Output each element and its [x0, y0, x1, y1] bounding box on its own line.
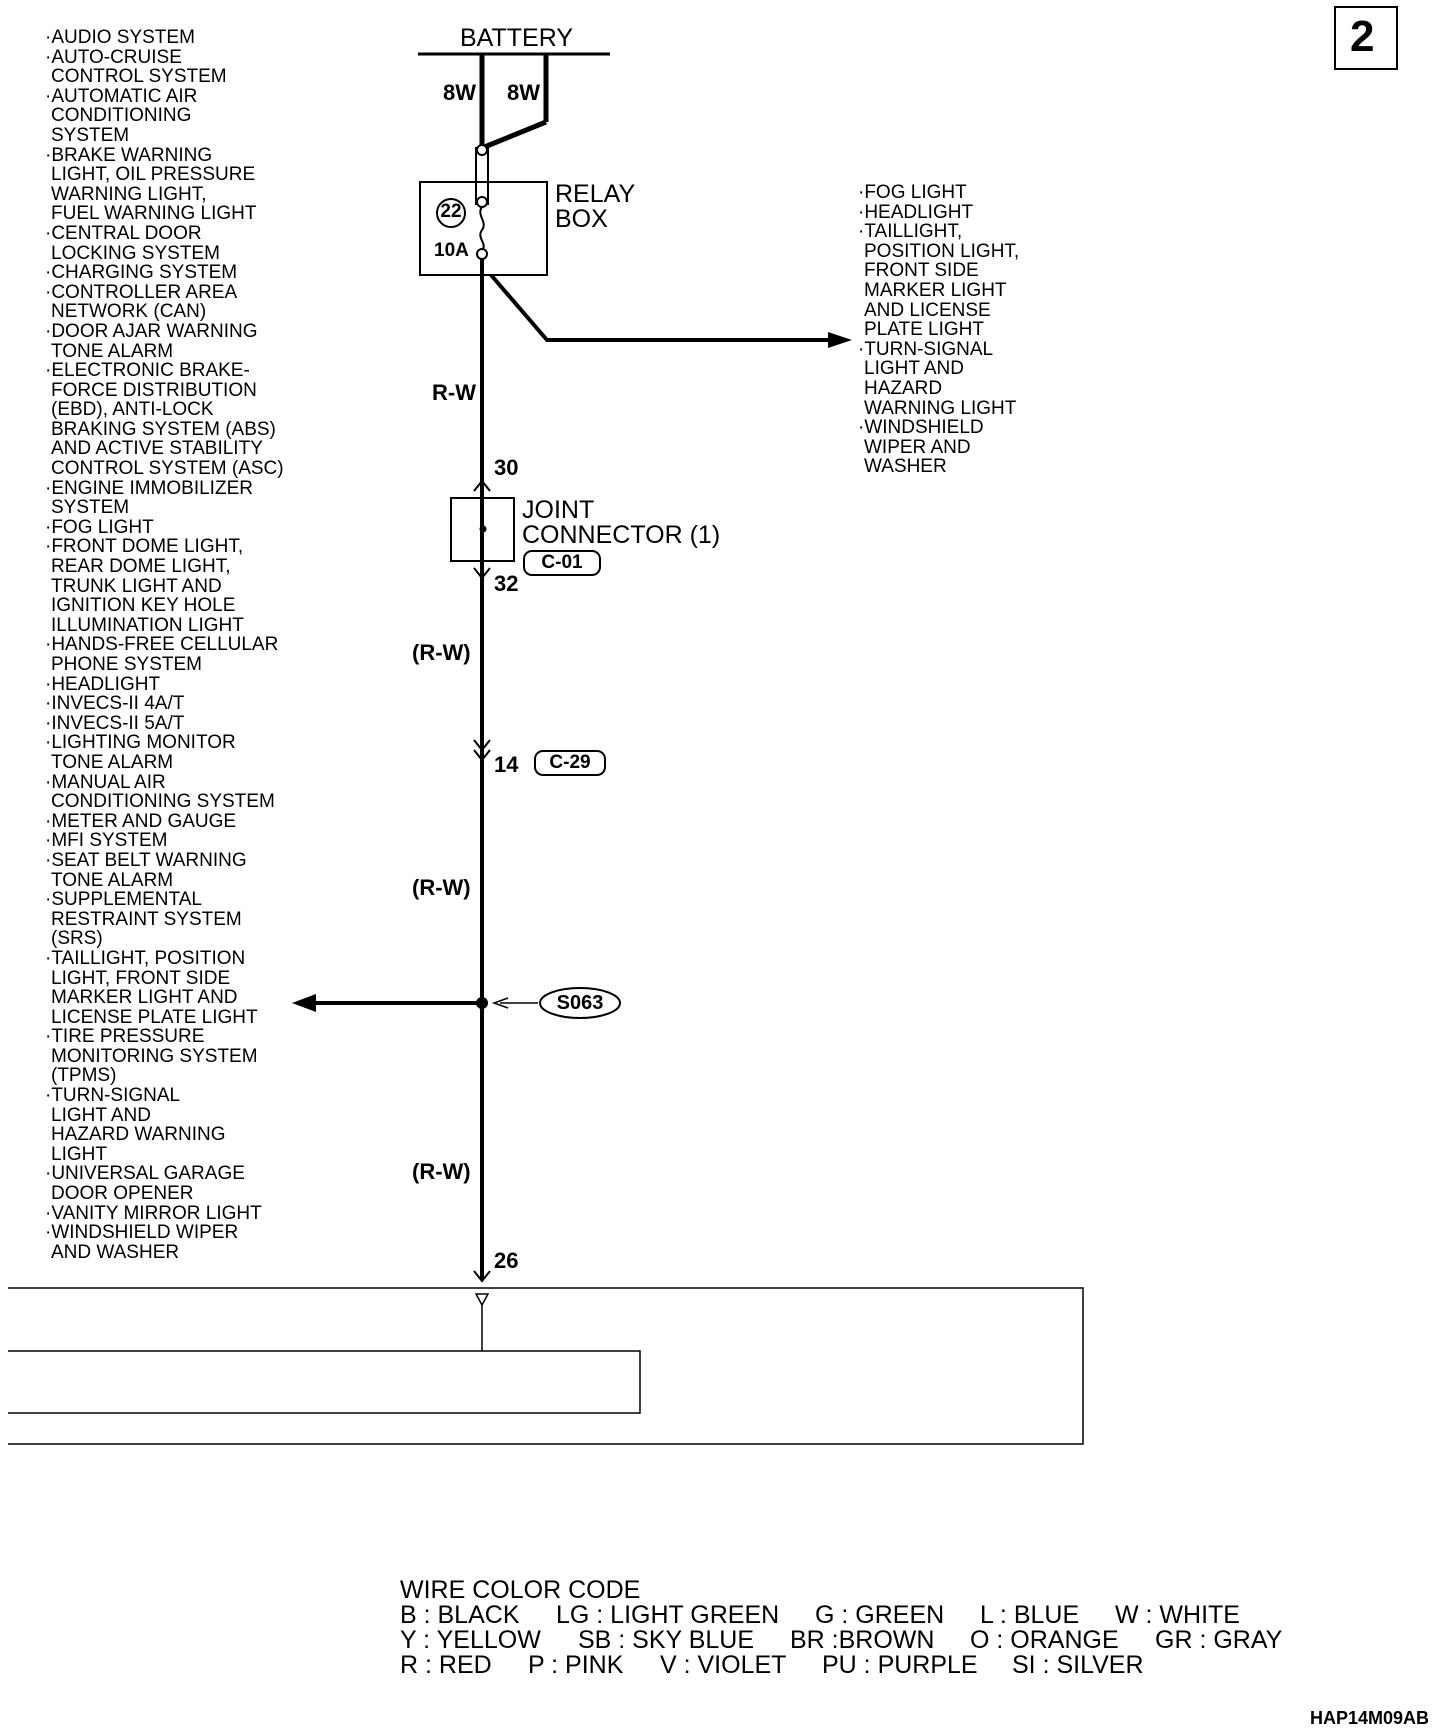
relay-branch-wire: [491, 275, 838, 340]
list-item: TRUNK LIGHT AND: [51, 575, 222, 597]
color-entry: V : VIOLET: [660, 1651, 787, 1679]
list-item: TONE ALARM: [51, 340, 174, 362]
relay-branch-arrow: [828, 332, 852, 348]
wire-color-code: [400, 1576, 1283, 1679]
list-item: (EBD), ANTI-LOCK: [51, 399, 214, 421]
splice-branch-arrow: [292, 994, 316, 1012]
figure-code: HAP14M09AB: [1310, 1708, 1430, 1728]
color-entry: P : PINK: [528, 1651, 624, 1679]
list-item: ·METER AND GAUGE: [45, 810, 237, 832]
wire-color-row-3: [400, 1651, 1144, 1679]
list-item: ·CONTROLLER AREA: [45, 281, 238, 303]
relay-output-list: [858, 183, 1019, 477]
joint-connector-label-2: CONNECTOR (1): [522, 521, 721, 549]
color-entry: BR :BROWN: [790, 1626, 935, 1654]
list-item: ·TAILLIGHT,: [858, 221, 963, 243]
wire-color-code-title: WIRE COLOR CODE: [400, 1576, 641, 1604]
list-item: ·ELECTRONIC BRAKE-: [45, 360, 250, 382]
wire-label-r-w: R-W: [432, 380, 476, 405]
color-entry: GR : GRAY: [1155, 1626, 1283, 1654]
list-item: CONTROL SYSTEM (ASC): [51, 458, 284, 480]
color-entry: Y : YELLOW: [400, 1626, 541, 1654]
list-item: ·HEADLIGHT: [45, 673, 161, 695]
list-item: LOCKING SYSTEM: [51, 242, 220, 264]
list-item: ·HANDS-FREE CELLULAR: [45, 634, 279, 656]
list-item: MARKER LIGHT: [864, 279, 1007, 301]
wire-size-right: 8W: [507, 80, 540, 105]
list-item: ·FOG LIGHT: [45, 516, 154, 538]
list-item: WARNING LIGHT,: [51, 183, 207, 205]
color-entry: W : WHITE: [1115, 1601, 1240, 1629]
fuse-rating: 10A: [434, 240, 469, 261]
color-entry: LG : LIGHT GREEN: [556, 1601, 780, 1629]
list-item: PLATE LIGHT: [864, 319, 985, 341]
list-item: CONTROL SYSTEM: [51, 66, 227, 88]
list-item: PHONE SYSTEM: [51, 654, 202, 675]
list-item: POSITION LIGHT,: [864, 240, 1020, 262]
list-item: ·AUTOMATIC AIR: [45, 85, 198, 107]
list-item: ·HEADLIGHT: [858, 201, 974, 223]
list-item: BRAKING SYSTEM (ABS): [51, 418, 276, 440]
list-item: CONDITIONING: [51, 105, 192, 127]
splice-label: S063: [556, 992, 604, 1014]
list-item: MONITORING SYSTEM: [51, 1045, 258, 1067]
list-item: TONE ALARM: [51, 751, 174, 773]
color-entry: R : RED: [400, 1651, 492, 1679]
color-entry: SI : SILVER: [1012, 1651, 1144, 1679]
list-item: HAZARD: [864, 377, 943, 399]
list-item: ·AUDIO SYSTEM: [45, 27, 195, 48]
list-item: ·SUPPLEMENTAL: [45, 889, 202, 911]
list-item: LIGHT AND: [51, 1104, 151, 1126]
list-item: SYSTEM: [51, 497, 130, 519]
list-item: DOOR OPENER: [51, 1183, 194, 1205]
component-inner-box: [8, 1351, 640, 1413]
wire-color-row-2: [400, 1626, 1283, 1654]
list-item: ·SEAT BELT WARNING: [45, 849, 247, 871]
wire-label-r-w-3: (R-W): [412, 875, 471, 900]
fusible-link: [476, 148, 488, 204]
relay-box-label-2: BOX: [555, 205, 608, 233]
terminal-triangle: [476, 1294, 488, 1305]
pin-26-label: 26: [494, 1248, 519, 1273]
list-item: ·TURN-SIGNAL: [45, 1085, 181, 1107]
list-item: LICENSE PLATE LIGHT: [51, 1006, 258, 1028]
list-item: AND LICENSE: [864, 299, 991, 321]
list-item: ·AUTO-CRUISE: [45, 46, 182, 68]
color-entry: B : BLACK: [400, 1601, 520, 1629]
component-outer-box: [8, 1288, 1083, 1444]
joint-connector-label-1: JOINT: [522, 496, 595, 524]
fuse-number: 22: [440, 201, 462, 222]
list-item: WARNING LIGHT: [864, 397, 1017, 419]
list-item: LIGHT AND: [864, 358, 964, 380]
list-item: IGNITION KEY HOLE: [51, 595, 236, 617]
list-item: TONE ALARM: [51, 869, 174, 891]
list-item: REAR DOME LIGHT,: [51, 556, 231, 578]
list-item: WIPER AND: [864, 436, 971, 458]
list-item: ·LIGHTING MONITOR: [45, 732, 236, 754]
wire-color-row-1: [400, 1601, 1240, 1629]
color-entry: G : GREEN: [815, 1601, 945, 1629]
c29-label: C-29: [549, 752, 591, 773]
list-item: ·TURN-SIGNAL: [858, 338, 994, 360]
pin-32-label: 32: [494, 571, 519, 596]
fuse-terminal-top: [477, 197, 487, 207]
fuse-terminal-bottom: [477, 249, 487, 259]
list-item: WASHER: [864, 456, 947, 478]
list-item: ·CHARGING SYSTEM: [45, 262, 238, 284]
list-item: HAZARD WARNING: [51, 1124, 226, 1146]
list-item: ·MANUAL AIR: [45, 771, 166, 793]
wire-label-r-w-2: (R-W): [412, 640, 471, 665]
list-item: AND WASHER: [51, 1241, 180, 1263]
color-entry: SB : SKY BLUE: [578, 1626, 755, 1654]
list-item: ·UNIVERSAL GARAGE: [45, 1163, 245, 1185]
pin-14-label: 14: [494, 752, 519, 777]
list-item: ·INVECS-II 5A/T: [45, 712, 185, 734]
list-item: NETWORK (CAN): [51, 301, 207, 323]
list-item: ·WINDSHIELD: [858, 417, 984, 439]
list-item: LIGHT, FRONT SIDE: [51, 967, 231, 989]
list-item: LIGHT: [51, 1143, 107, 1165]
list-item: ·TIRE PRESSURE: [45, 1026, 205, 1048]
list-item: LIGHT, OIL PRESSURE: [51, 164, 256, 186]
list-item: CONDITIONING SYSTEM: [51, 791, 275, 813]
list-item: AND ACTIVE STABILITY: [51, 438, 263, 460]
list-item: SYSTEM: [51, 124, 130, 146]
list-item: ILLUMINATION LIGHT: [51, 614, 244, 636]
list-item: ·WINDSHIELD WIPER: [45, 1222, 239, 1244]
list-item: ·ENGINE IMMOBILIZER: [45, 477, 253, 499]
list-item: ·FOG LIGHT: [858, 182, 967, 203]
color-entry: O : ORANGE: [970, 1626, 1119, 1654]
color-entry: L : BLUE: [980, 1601, 1080, 1629]
list-item: RESTRAINT SYSTEM: [51, 908, 242, 930]
system-list: [45, 28, 284, 1262]
list-item: ·INVECS-II 4A/T: [45, 693, 185, 715]
list-item: FORCE DISTRIBUTION: [51, 379, 257, 401]
list-item: ·BRAKE WARNING: [45, 144, 213, 166]
list-item: FUEL WARNING LIGHT: [51, 203, 257, 225]
fuse-element: [480, 207, 483, 250]
page-number: 2: [1350, 12, 1375, 61]
list-item: MARKER LIGHT AND: [51, 987, 238, 1009]
list-item: ·TAILLIGHT, POSITION: [45, 947, 246, 969]
list-item: (SRS): [51, 928, 103, 950]
color-entry: PU : PURPLE: [822, 1651, 978, 1679]
wire-label-r-w-4: (R-W): [412, 1159, 471, 1184]
list-item: ·CENTRAL DOOR: [45, 222, 202, 244]
list-item: ·VANITY MIRROR LIGHT: [45, 1202, 262, 1224]
list-item: FRONT SIDE: [864, 260, 979, 282]
list-item: ·FRONT DOME LIGHT,: [45, 536, 244, 558]
list-item: ·DOOR AJAR WARNING: [45, 320, 258, 342]
joint-connector-node: [480, 526, 487, 533]
list-item: ·MFI SYSTEM: [45, 830, 168, 852]
battery-feed-join: [482, 122, 546, 148]
wire-size-left: 8W: [443, 80, 476, 105]
pin-30-label: 30: [494, 455, 519, 480]
terminal-circle: [477, 145, 487, 155]
c01-label: C-01: [541, 552, 583, 573]
relay-box-label-1: RELAY: [555, 180, 636, 208]
list-item: (TPMS): [51, 1065, 117, 1087]
battery-label: BATTERY: [460, 24, 573, 52]
